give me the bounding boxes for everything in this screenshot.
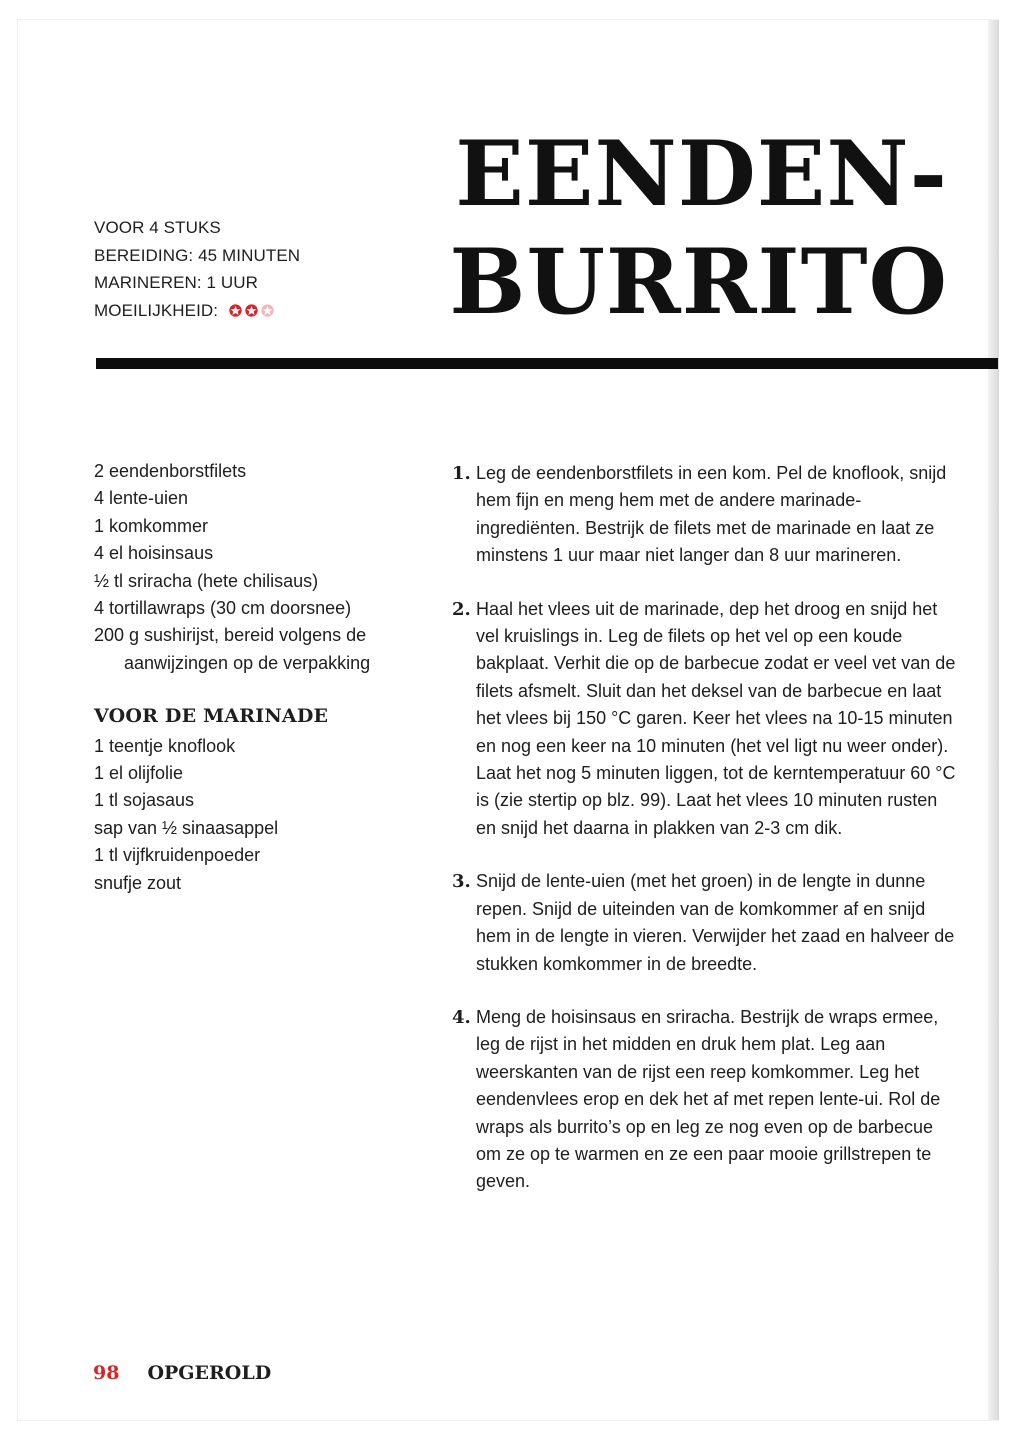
ingredient-item: 4 tortillawraps (30 cm doorsnee) xyxy=(94,598,352,619)
step-number: 1. xyxy=(452,463,471,484)
marinade-item: snufje zout xyxy=(94,872,182,893)
difficulty-label: MOEILIJKHEID: xyxy=(94,300,219,320)
difficulty-rating xyxy=(229,304,274,317)
header-rule xyxy=(96,358,998,369)
page-number: 98 xyxy=(93,1362,120,1384)
ingredient-item: 4 lente-uien xyxy=(94,488,189,509)
step xyxy=(452,1004,957,1196)
section-name: OPGEROLD xyxy=(147,1362,272,1384)
step xyxy=(452,868,957,978)
marinade-item: 1 tl sojasaus xyxy=(94,790,195,811)
step xyxy=(452,596,957,843)
ingredient-item: 2 eendenborstfilets xyxy=(94,461,247,481)
step-number: 3. xyxy=(452,871,471,893)
marinate-time: MARINEREN: 1 UUR xyxy=(94,273,259,292)
marinade-item: 1 tl vijfkruidenpoeder xyxy=(94,845,261,866)
star-filled-icon xyxy=(245,304,258,317)
ingredient-item: 4 el hoisinsaus xyxy=(94,543,214,564)
ingredient-item: 200 g sushirijst, bereid volgens de aanwijzingen op de verpakking xyxy=(94,625,371,673)
instructions xyxy=(452,460,957,1222)
step-number: 4. xyxy=(452,1006,471,1028)
ingredient-item: 1 komkommer xyxy=(94,515,209,536)
star-filled-icon xyxy=(229,304,242,317)
step-text: Haal het vlees uit de marinade, dep het droog en snijd het vel kruislings in. Leg de filets op het vel op een koude bakplaat. Verhit die op de barbecue zodat er veel vet van de filets afsmelt. Sluit dan het deksel van de barbecue en laat het vlees bij 150 °C garen. Keer het vlees na 10-15 minuten en nog een keer na 10 minuten (het vel ligt nu weer onder). Laat het nog 5 minuten liggen, tot de kerntemperatuur 60 °C is (zie stertip op blz. 99). Laat het vlees 10 minuten rusten en snijd het daarna in plakken van 2-3 cm dik. xyxy=(476,598,956,838)
marinade-item: sap van ½ sinaasappel xyxy=(94,817,279,838)
title-line-2: BURRITO xyxy=(449,229,948,335)
step-text: Snijd de lente-uien (met het groen) in de lengte in dunne repen. Snijd de uiteinden van de komkommer af en snijd hem in de lengte in vieren. Verwijder het zaad en halveer de stukken komkommer in de breedte. xyxy=(476,871,955,974)
prep-time: BEREIDING: 45 MINUTEN xyxy=(94,245,301,265)
difficulty xyxy=(94,297,300,325)
servings: VOOR 4 STUKS xyxy=(94,218,221,237)
step xyxy=(452,460,957,570)
ingredients-list xyxy=(94,458,424,897)
page-footer xyxy=(93,1362,271,1384)
ingredient-item: ½ tl sriracha (hete chilisaus) xyxy=(94,570,319,591)
page-edge xyxy=(988,20,998,1420)
step-text: Leg de eendenborstfilets in een kom. Pel de knoflook, snijd hem fijn en meng hem met de andere marinade-ingrediënten. Bestrijk de filets met de marinade en laat ze minstens 1 uur maar niet langer dan 8 uur marineren. xyxy=(476,463,947,566)
recipe-title xyxy=(449,120,948,336)
marinade-item: 1 teentje knoflook xyxy=(94,735,236,756)
step-text: Meng de hoisinsaus en sriracha. Bestrijk de wraps ermee, leg de rijst in het midden en druk hem plat. Leg aan weerskanten van de rijst een reep komkommer. Leg het eendenvlees erop en dek het af met repen lente-ui. Rol de wraps als burrito’s op en leg ze nog even op de barbecue om ze op te warmen en ze een paar mooie grillstrepen te geven. xyxy=(476,1006,941,1192)
star-empty-icon xyxy=(261,304,274,317)
marinade-item: 1 el olijfolie xyxy=(94,763,184,784)
step-number: 2. xyxy=(452,598,471,620)
marinade-heading: VOOR DE MARINADE xyxy=(94,705,329,728)
title-line-1: EENDEN- xyxy=(455,121,948,227)
recipe-meta xyxy=(94,214,300,324)
